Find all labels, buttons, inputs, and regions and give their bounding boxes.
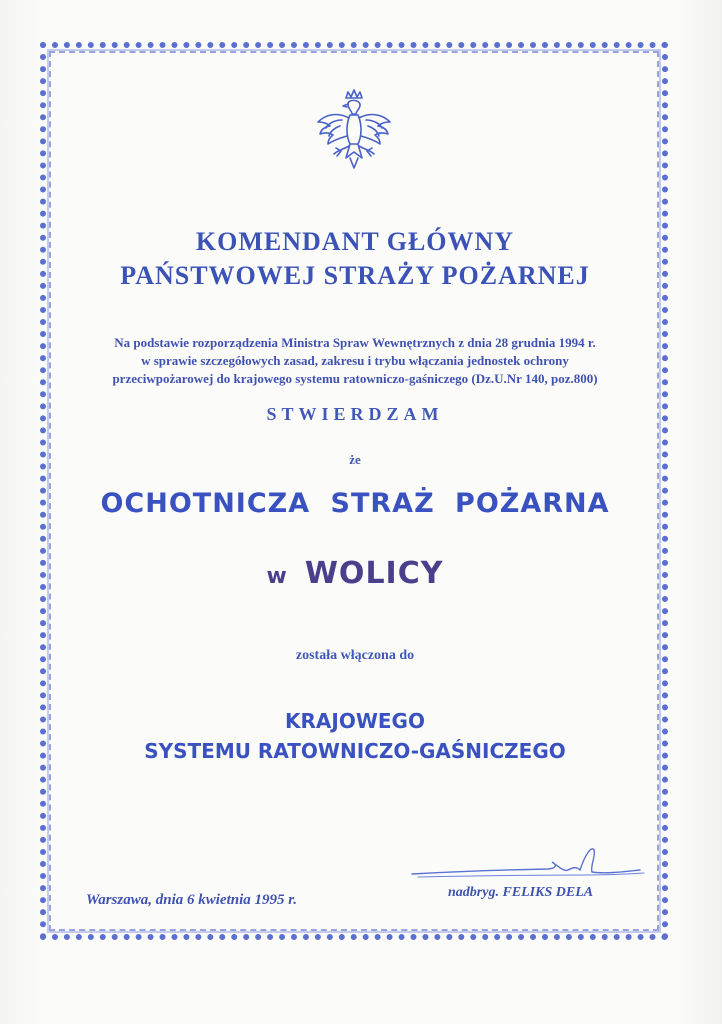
statement-heading: STWIERDZAM <box>266 404 444 424</box>
legal-basis <box>60 334 650 388</box>
basis-line-1: Na podstawie rozporządzenia Ministra Spraw Wewnętrznych z dnia 28 grudnia 1994 r. <box>114 335 596 350</box>
date-place: Warszawa, dnia 6 kwietnia 1995 r. <box>86 892 298 908</box>
basis-line-2: w sprawie szczegółowych zasad, zakresu i trybu włączania jednostek ochrony <box>141 353 569 368</box>
title-line-2: PAŃSTWOWEJ STRAŻY POŻARNEJ <box>120 261 590 290</box>
system-line-2: SYSTEMU RATOWNICZO-GAŚNICZEGO <box>144 739 566 763</box>
issuer-title <box>60 225 650 293</box>
handwritten-signature <box>408 842 648 886</box>
system-line-1: KRAJOWEGO <box>285 709 425 733</box>
unit-location <box>60 556 650 591</box>
basis-line-3: przeciwpożarowej do krajowego systemu ratowniczo-gaśniczego (Dz.U.Nr 140, poz.800) <box>112 371 598 386</box>
unit-name: OCHOTNICZA STRAŻ POŻARNA <box>100 488 610 519</box>
signer-name: nadbryg. FELIKS DELA <box>448 885 594 900</box>
place-name: WOLICY <box>304 556 444 591</box>
title-line-1: KOMENDANT GŁÓWNY <box>195 227 515 256</box>
polish-eagle-icon <box>312 88 396 176</box>
place-prefix: w <box>266 564 287 589</box>
conjunction-text: że <box>349 452 361 467</box>
system-name <box>60 706 650 766</box>
included-text: została włączona do <box>295 648 415 663</box>
